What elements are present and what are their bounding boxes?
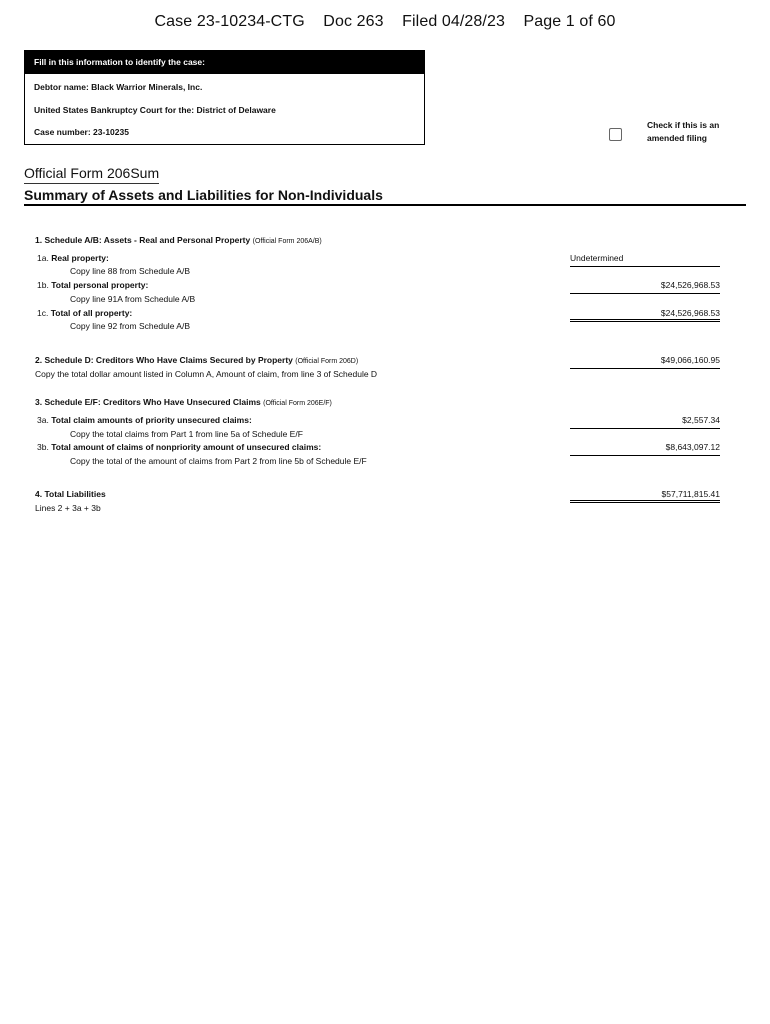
- line-3b-note: Copy the total of the amount of claims from Part 2 from line 5b of Schedule E/F: [70, 456, 367, 466]
- line-3a-title: Total claim amounts of priority unsecured claims:: [51, 415, 252, 425]
- line-3a-note: Copy the total claims from Part 1 from line 5a of Schedule E/F: [70, 429, 303, 439]
- line-1a: [37, 253, 109, 263]
- line-3b-value: $8,643,097.12: [665, 442, 720, 452]
- section1-title-text: 1. Schedule A/B: Assets - Real and Personal Property: [35, 235, 251, 245]
- line-1b-note: Copy line 91A from Schedule A/B: [70, 294, 196, 304]
- line-3a-value: $2,557.34: [682, 415, 720, 425]
- line-3a-number: 3a.: [37, 415, 49, 425]
- court-filing-header: [0, 13, 770, 31]
- section2-value: $49,066,160.95: [660, 355, 720, 365]
- line-3b-number: 3b.: [37, 442, 49, 452]
- amended-filing-label: Check if this is an amended filing: [647, 120, 720, 143]
- section2-underline: [570, 368, 720, 369]
- line-3b-underline: [570, 455, 720, 456]
- case-number: Case number: 23-10235: [34, 127, 129, 137]
- section2-form-ref: (Official Form 206D): [295, 358, 359, 365]
- line-1b-value: $24,526,968.53: [660, 280, 720, 290]
- line-1b-underline: [570, 293, 720, 294]
- section4-value: $57,711,815.41: [661, 489, 720, 499]
- case-info-box: [24, 50, 425, 145]
- line-1a-title: Real property:: [51, 253, 109, 263]
- line-3a: [37, 415, 252, 425]
- line-3b-title: Total amount of claims of nonpriority amount of unsecured claims:: [51, 442, 322, 452]
- line-1a-underline: [570, 266, 720, 267]
- line-1a-value: Undetermined: [570, 253, 624, 263]
- section4-note: Lines 2 + 3a + 3b: [35, 503, 101, 513]
- section2-title-text: 2. Schedule D: Creditors Who Have Claims Secured by Property: [35, 355, 293, 365]
- section3-form-ref: (Official Form 206E/F): [263, 400, 332, 407]
- line-1a-number: 1a.: [37, 253, 49, 263]
- case-id: Case 23-10234-CTG: [154, 13, 305, 30]
- line-1a-note: Copy line 88 from Schedule A/B: [70, 266, 191, 276]
- court-name: United States Bankruptcy Court for the: District of Delaware: [34, 105, 276, 115]
- line-1c-title: Total of all property:: [50, 308, 133, 318]
- line-1c-note: Copy line 92 from Schedule A/B: [70, 321, 191, 331]
- page-indicator: Page 1 of 60: [523, 13, 616, 30]
- line-3a-underline: [570, 428, 720, 429]
- section4-double-underline: [570, 500, 720, 503]
- line-1c-number: 1c.: [37, 308, 49, 318]
- section2-title: [35, 355, 358, 365]
- line-1c-value: $24,526,968.53: [660, 308, 720, 318]
- section3-title: [35, 397, 332, 407]
- amended-filing-checkbox[interactable]: [609, 128, 622, 141]
- title-divider: [24, 204, 746, 206]
- form-title: Official Form 206Sum: [24, 165, 159, 184]
- section1-title: [35, 235, 322, 245]
- line-1c: [37, 308, 132, 318]
- debtor-name: Debtor name: Black Warrior Minerals, Inc.: [34, 82, 203, 92]
- line-1b-title: Total personal property:: [51, 280, 149, 290]
- section3-title-text: 3. Schedule E/F: Creditors Who Have Unsecured Claims: [35, 397, 261, 407]
- line-3b: [37, 442, 321, 452]
- line-1b: [37, 280, 148, 290]
- line-1b-number: 1b.: [37, 280, 49, 290]
- section2-note: Copy the total dollar amount listed in Column A, Amount of claim, from line 3 of Schedule D: [35, 369, 378, 379]
- line-1c-double-underline: [570, 319, 720, 322]
- form-subtitle: Summary of Assets and Liabilities for Non-Individuals: [24, 187, 383, 203]
- filed-date: Filed 04/28/23: [402, 13, 505, 30]
- section4-title: 4. Total Liabilities: [35, 489, 106, 499]
- section1-form-ref: (Official Form 206A/B): [252, 238, 322, 245]
- doc-number: Doc 263: [323, 13, 384, 30]
- case-info-heading: Fill in this information to identify the case:: [25, 51, 424, 74]
